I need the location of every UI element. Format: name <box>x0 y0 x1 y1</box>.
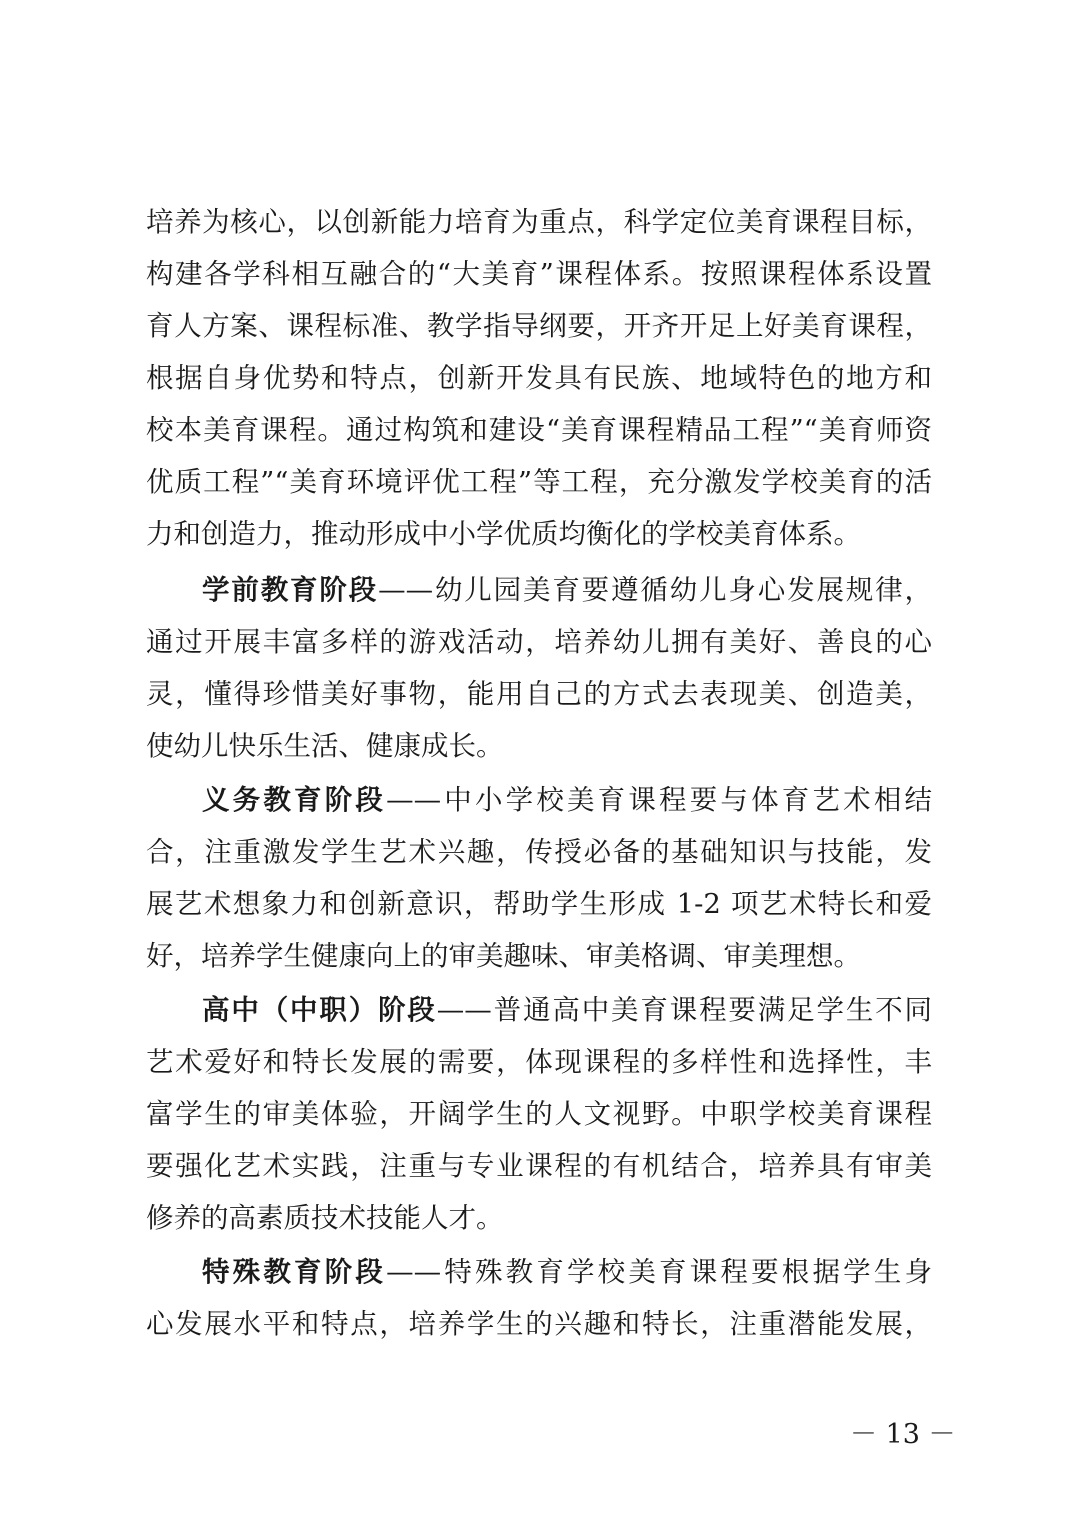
paragraph-first-line <box>202 1252 932 1292</box>
paragraph-line: 根据自身优势和特点，创新开发具有民族、地域特色的地方和 <box>146 362 932 394</box>
page-number: － 13 － <box>850 1419 956 1450</box>
section-lead: 义务教育阶段 <box>202 784 387 816</box>
paragraph-line: 使幼儿快乐生活、健康成长。 <box>146 730 504 762</box>
paragraph-first-line <box>202 990 932 1030</box>
paragraph-line: 展艺术想象力和创新意识，帮助学生形成 1-2 项艺术特长和爱 <box>146 888 932 920</box>
paragraph-line: 力和创造力，推动形成中小学优质均衡化的学校美育体系。 <box>146 518 861 550</box>
paragraph-line: 心发展水平和特点，培养学生的兴趣和特长，注重潜能发展， <box>146 1308 932 1340</box>
section-lead: 高中（中职）阶段 <box>202 994 437 1026</box>
paragraph-first-line <box>202 780 932 820</box>
paragraph-line: 优质工程”“美育环境评优工程”等工程，充分激发学校美育的活 <box>146 466 932 498</box>
paragraph-line: 合，注重激发学生艺术兴趣，传授必备的基础知识与技能，发 <box>146 836 932 868</box>
paragraph-line: 育人方案、课程标准、教学指导纲要，开齐开足上好美育课程， <box>146 310 932 342</box>
paragraph-line: 通过开展丰富多样的游戏活动，培养幼儿拥有美好、善良的心 <box>146 626 932 658</box>
paragraph-line: 艺术爱好和特长发展的需要，体现课程的多样性和选择性，丰 <box>146 1046 932 1078</box>
paragraph-text: ——普通高中美育课程要满足学生不同 <box>436 994 932 1026</box>
paragraph-text: ——幼儿园美育要遵循幼儿身心发展规律， <box>378 574 932 606</box>
paragraph-text: ——中小学校美育课程要与体育艺术相结 <box>386 784 932 816</box>
paragraph-line: 要强化艺术实践，注重与专业课程的有机结合，培养具有审美 <box>146 1150 932 1182</box>
paragraph-line: 校本美育课程。通过构筑和建设“美育课程精品工程”“美育师资 <box>146 414 932 446</box>
section-lead: 特殊教育阶段 <box>202 1256 387 1288</box>
paragraph-line: 灵，懂得珍惜美好事物，能用自己的方式去表现美、创造美， <box>146 678 932 710</box>
paragraph-line: 富学生的审美体验，开阔学生的人文视野。中职学校美育课程 <box>146 1098 932 1130</box>
section-lead: 学前教育阶段 <box>202 574 379 606</box>
paragraph-line: 构建各学科相互融合的“大美育”课程体系。按照课程体系设置 <box>146 258 932 290</box>
paragraph-line: 好，培养学生健康向上的审美趣味、审美格调、审美理想。 <box>146 940 861 972</box>
paragraph-line: 培养为核心，以创新能力培育为重点，科学定位美育课程目标， <box>146 206 932 238</box>
paragraph-text: ——特殊教育学校美育课程要根据学生身 <box>386 1256 932 1288</box>
paragraph-first-line <box>202 570 932 610</box>
paragraph-line: 修养的高素质技术技能人才。 <box>146 1202 504 1234</box>
